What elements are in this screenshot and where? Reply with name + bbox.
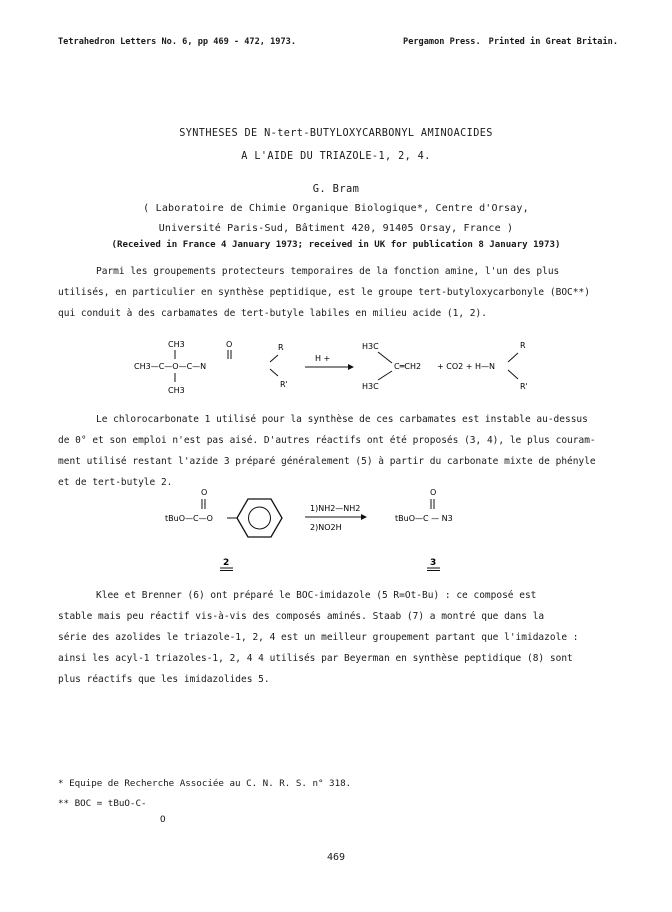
scheme1-h3c-top: H3C bbox=[362, 342, 379, 351]
scheme2-product: tBuO—C — N3 bbox=[395, 514, 453, 523]
paragraph-line: série des azolides le triazole-1, 2, 4 est un meilleur groupement partant que l'imidazole : bbox=[58, 632, 579, 643]
paragraph-line: de 0° et son emploi n'est pas aisé. D'autres réactifs ont été proposés (3, 4), le plus couram- bbox=[58, 435, 596, 446]
paragraph-line: qui conduit à des carbamates de tert-butyle labiles en milieu acide (1, 2). bbox=[58, 308, 487, 319]
scheme1-amine-r-prime: R' bbox=[520, 382, 528, 391]
paragraph-line: ment utilisé restant l'azide 3 préparé généralement (5) à partir du carbonate mixte de phényle bbox=[58, 456, 596, 467]
paragraph-line: utilisés, en particulier en synthèse peptidique, est le groupe tert-butyloxycarbonyle (BOC**) bbox=[58, 287, 590, 298]
scheme1-r: R bbox=[278, 343, 284, 352]
paragraph-line: Le chlorocarbonate 1 utilisé pour la synthèse de ces carbamates est instable au-dessus bbox=[96, 414, 588, 425]
paragraph-line: plus réactifs que les imidazolides 5. bbox=[58, 674, 270, 685]
scheme1-ch3-bottom: CH3 bbox=[168, 386, 185, 395]
scheme1-co2-amine: + CO2 + H—N bbox=[437, 362, 496, 371]
scheme2-step1: 1)NH2—NH2 bbox=[310, 504, 361, 513]
scheme1-main-chain: CH3—C—O—C—N bbox=[134, 362, 207, 371]
label-compound-3: 3 bbox=[430, 558, 437, 568]
running-header bbox=[58, 37, 618, 47]
paragraph-line: Parmi les groupements protecteurs temporaires de la fonction amine, l'un des plus bbox=[96, 266, 560, 277]
paragraph-2 bbox=[58, 409, 618, 493]
publisher: Pergamon Press. bbox=[403, 37, 481, 47]
footnote-2: ** BOC = tBuO-C- bbox=[58, 798, 147, 809]
scheme2-o-reactant: O bbox=[201, 488, 208, 497]
scheme1-ch3-top: CH3 bbox=[168, 340, 185, 349]
scheme1-h3c-bottom: H3C bbox=[362, 382, 379, 391]
scheme1-isobutene: C═CH2 bbox=[394, 362, 422, 371]
affiliation-line-2: Université Paris-Sud, Bâtiment 420, 91405 Orsay, France ) bbox=[158, 223, 514, 234]
paragraph-3 bbox=[58, 585, 618, 690]
printed-in: Printed in Great Britain. bbox=[488, 37, 618, 47]
page-number: 469 bbox=[326, 852, 346, 863]
scheme-azide-synthesis bbox=[165, 485, 505, 575]
paragraph-1 bbox=[58, 261, 618, 324]
scheme1-o-carbonyl: O bbox=[226, 340, 233, 349]
paragraph-line: ainsi les acyl-1 triazoles-1, 2, 4 4 utilisés par Beyerman en synthèse peptidique (8) sont bbox=[58, 653, 573, 664]
footnote-2-carbonyl: O bbox=[160, 814, 166, 825]
scheme2-step2: 2)NO2H bbox=[310, 523, 342, 532]
journal-citation: Tetrahedron Letters No. 6, pp 469 - 472, 1973. bbox=[58, 37, 296, 47]
label-compound-2: 2 bbox=[223, 558, 230, 568]
scheme2-reactant: tBuO—C—O bbox=[165, 514, 213, 523]
scheme1-r-prime: R' bbox=[280, 380, 288, 389]
paragraph-line: Klee et Brenner (6) ont préparé le BOC-imidazole (5 R=Ot-Bu) : ce composé est bbox=[96, 590, 537, 601]
paragraph-line: stable mais peu réactif vis-à-vis des composés aminés. Staab (7) a montré que dans la bbox=[58, 611, 545, 622]
footnote-1: * Equipe de Recherche Associée au C. N. R. S. n° 318. bbox=[58, 778, 352, 789]
scheme1-arrow-label: H + bbox=[315, 354, 331, 363]
title-line-2: A L'AIDE DU TRIAZOLE-1, 2, 4. bbox=[241, 151, 431, 162]
scheme-boc-cleavage bbox=[110, 335, 580, 405]
author: G. Bram bbox=[312, 183, 360, 195]
affiliation-line-1: ( Laboratoire de Chimie Organique Biologique*, Centre d'Orsay, bbox=[143, 203, 529, 214]
scheme1-amine-r: R bbox=[520, 341, 526, 350]
title-line-1: SYNTHESES DE N-tert-BUTYLOXYCARBONYL AMINOACIDES bbox=[179, 128, 493, 139]
received-dates: (Received in France 4 January 1973; received in UK for publication 8 January 1973) bbox=[111, 240, 561, 250]
scheme2-o-product: O bbox=[430, 488, 437, 497]
paragraph-line: et de tert-butyle 2. bbox=[58, 477, 173, 488]
